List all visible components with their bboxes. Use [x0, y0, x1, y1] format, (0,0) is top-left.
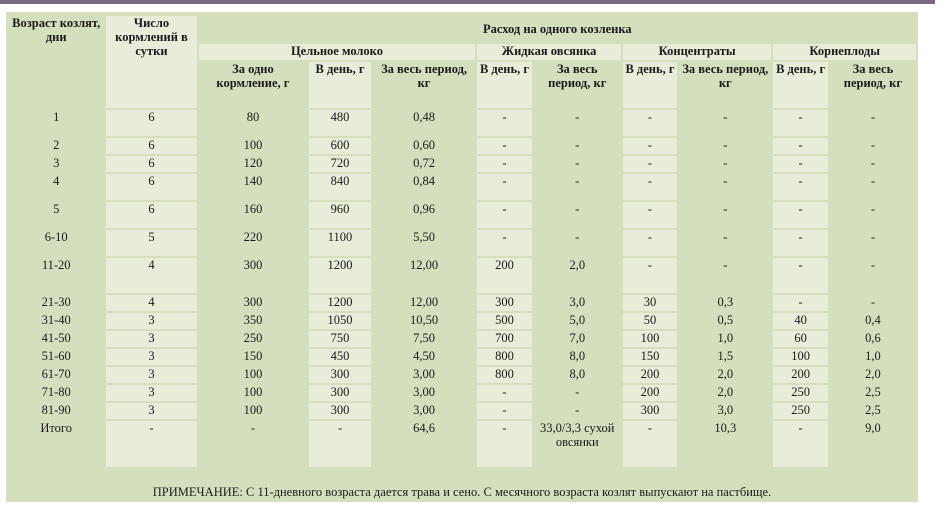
table-cell: 100	[199, 138, 308, 154]
table-cell: 9,0	[830, 421, 916, 467]
table-cell: 6	[106, 202, 196, 228]
table-cell: -	[773, 202, 827, 228]
header-oat-per-day: В день, г	[477, 62, 531, 108]
table-cell: 800	[477, 367, 531, 383]
table-cell: 700	[477, 331, 531, 347]
table-cell: 2,0	[830, 367, 916, 383]
header-root-crops: Корнеплоды	[773, 44, 916, 60]
table-cell: -	[477, 110, 531, 136]
table-cell: 33,0/3,3 сухой овсянки	[534, 421, 621, 467]
table-cell: 10,50	[373, 313, 476, 329]
table-cell: 0,3	[679, 295, 771, 311]
table-cell: 100	[623, 331, 677, 347]
table-cell: 960	[309, 202, 371, 228]
table-cell: -	[830, 258, 916, 293]
table-cell: 100	[199, 403, 308, 419]
table-cell: 21-30	[8, 295, 104, 311]
table-cell: 720	[309, 156, 371, 172]
table-cell: 200	[477, 258, 531, 293]
table-cell: 7,50	[373, 331, 476, 347]
table-cell: 300	[309, 385, 371, 401]
table-cell: -	[830, 230, 916, 256]
table-cell: 6	[106, 110, 196, 136]
table-cell: 31-40	[8, 313, 104, 329]
table-cell: -	[679, 258, 771, 293]
table-cell: 60	[773, 331, 827, 347]
header-concentrates: Концентраты	[623, 44, 772, 60]
table-cell: -	[534, 156, 621, 172]
table-cell: -	[477, 403, 531, 419]
table-cell: 7,0	[534, 331, 621, 347]
table-cell: 0,60	[373, 138, 476, 154]
table-cell: -	[830, 174, 916, 200]
table-cell: 0,6	[830, 331, 916, 347]
table-cell: 3	[106, 385, 196, 401]
table-cell: 100	[199, 385, 308, 401]
table-cell: 50	[623, 313, 677, 329]
table-cell: 41-50	[8, 331, 104, 347]
table-cell: -	[534, 110, 621, 136]
table-cell: -	[679, 110, 771, 136]
table-cell: -	[773, 421, 827, 467]
table-cell: 10,3	[679, 421, 771, 467]
table-cell: 4	[106, 295, 196, 311]
header-conc-per-day: В день, г	[623, 62, 677, 108]
table-cell: 3,0	[534, 295, 621, 311]
table-cell: -	[623, 230, 677, 256]
table-cell: 300	[477, 295, 531, 311]
table-cell: 5	[8, 202, 104, 228]
header-oat-period: За весь период, кг	[534, 62, 621, 108]
table-row	[8, 313, 916, 329]
table-cell: -	[679, 174, 771, 200]
header-root-per-day: В день, г	[773, 62, 827, 108]
table-row	[8, 349, 916, 365]
table-cell: 300	[309, 367, 371, 383]
table-cell: -	[623, 202, 677, 228]
table-cell: -	[534, 138, 621, 154]
header-conc-period: За весь период, кг	[679, 62, 771, 108]
table-row	[8, 230, 916, 256]
header-consumption: Расход на одного козленка	[199, 16, 916, 42]
table-row	[8, 421, 916, 467]
table-cell: 300	[199, 258, 308, 293]
table-cell: -	[830, 156, 916, 172]
table-cell: 1200	[309, 258, 371, 293]
table-cell: 300	[309, 403, 371, 419]
table-cell: -	[623, 156, 677, 172]
table-cell: 0,72	[373, 156, 476, 172]
table-cell: 4	[8, 174, 104, 200]
table-cell: -	[830, 138, 916, 154]
table-cell: -	[773, 295, 827, 311]
table-cell: 160	[199, 202, 308, 228]
table-cell: 250	[773, 385, 827, 401]
table-row	[8, 258, 916, 293]
table-cell: -	[679, 230, 771, 256]
table-cell: -	[477, 156, 531, 172]
table-cell: 61-70	[8, 367, 104, 383]
table-row	[8, 156, 916, 172]
table-cell: 200	[623, 385, 677, 401]
table-cell: 2,5	[830, 403, 916, 419]
table-cell: 2,5	[830, 385, 916, 401]
table-cell: -	[679, 138, 771, 154]
table-cell: 8,0	[534, 367, 621, 383]
table-cell: -	[106, 421, 196, 467]
table-cell: 3	[106, 349, 196, 365]
table-cell: 3	[106, 367, 196, 383]
table-cell: -	[534, 385, 621, 401]
table-cell: 0,84	[373, 174, 476, 200]
table-cell: 4	[106, 258, 196, 293]
table-cell: Итого	[8, 421, 104, 467]
table-cell: -	[534, 174, 621, 200]
table-cell: 480	[309, 110, 371, 136]
table-cell: -	[477, 230, 531, 256]
table-cell: -	[477, 202, 531, 228]
table-cell: 120	[199, 156, 308, 172]
table-row	[8, 295, 916, 311]
table-row	[8, 202, 916, 228]
table-cell: 500	[477, 313, 531, 329]
table-cell: 71-80	[8, 385, 104, 401]
table-cell: -	[534, 202, 621, 228]
table-cell: 3	[8, 156, 104, 172]
table-note: ПРИМЕЧАНИЕ: С 11-дневного возраста дается трава и сено. С месячного возраста козлят выпускают на пастбище.	[6, 484, 918, 500]
table-cell: 450	[309, 349, 371, 365]
table-cell: -	[477, 385, 531, 401]
table-cell: 4,50	[373, 349, 476, 365]
table-cell: -	[679, 202, 771, 228]
top-border	[0, 0, 935, 4]
table-cell: 6	[106, 138, 196, 154]
header-root-period: За весь период, кг	[830, 62, 916, 108]
table-row	[8, 367, 916, 383]
table-cell: 3	[106, 313, 196, 329]
table-cell: 100	[773, 349, 827, 365]
header-oatmeal: Жидкая овсянка	[477, 44, 621, 60]
table-cell: 3,00	[373, 385, 476, 401]
table-cell: -	[199, 421, 308, 467]
table-row	[8, 138, 916, 154]
table-cell: 300	[199, 295, 308, 311]
table-cell: 81-90	[8, 403, 104, 419]
table-cell: 2	[8, 138, 104, 154]
table-cell: 40	[773, 313, 827, 329]
table-cell: -	[830, 295, 916, 311]
table-cell: 0,5	[679, 313, 771, 329]
table-cell: 300	[623, 403, 677, 419]
table-cell: 12,00	[373, 295, 476, 311]
table-cell: -	[679, 156, 771, 172]
table-cell: 51-60	[8, 349, 104, 365]
table-cell: 2,0	[679, 385, 771, 401]
table-cell: 1050	[309, 313, 371, 329]
header-whole-milk: Цельное молоко	[199, 44, 476, 60]
table-cell: 150	[623, 349, 677, 365]
table-cell: 150	[199, 349, 308, 365]
table-cell: 6-10	[8, 230, 104, 256]
table-cell: -	[773, 110, 827, 136]
table-cell: -	[773, 230, 827, 256]
table-cell: -	[477, 138, 531, 154]
table-cell: -	[773, 156, 827, 172]
table-cell: 1100	[309, 230, 371, 256]
table-cell: 220	[199, 230, 308, 256]
table-cell: -	[623, 174, 677, 200]
table-cell: 1,0	[679, 331, 771, 347]
table-cell: -	[623, 138, 677, 154]
table-cell: 3,00	[373, 403, 476, 419]
table-cell: -	[773, 258, 827, 293]
table-cell: 5,0	[534, 313, 621, 329]
table-cell: 5	[106, 230, 196, 256]
table-cell: 0,96	[373, 202, 476, 228]
table-cell: -	[623, 258, 677, 293]
table-cell: 100	[199, 367, 308, 383]
table-cell: -	[773, 138, 827, 154]
table-cell: 350	[199, 313, 308, 329]
table-cell: -	[534, 403, 621, 419]
table-cell: 200	[773, 367, 827, 383]
table-cell: 140	[199, 174, 308, 200]
header-milk-per-feeding: За одно кормление, г	[199, 62, 308, 108]
table-cell: -	[309, 421, 371, 467]
table-cell: 250	[199, 331, 308, 347]
table-cell: 250	[773, 403, 827, 419]
header-age: Возраст козлят, дни	[8, 16, 104, 108]
table-cell: -	[477, 174, 531, 200]
table-cell: 1,5	[679, 349, 771, 365]
table-cell: -	[623, 110, 677, 136]
table-row	[8, 331, 916, 347]
table-row	[8, 385, 916, 401]
table-cell: -	[477, 421, 531, 467]
table-cell: 11-20	[8, 258, 104, 293]
table-cell: -	[534, 230, 621, 256]
header-milk-per-day: В день, г	[309, 62, 371, 108]
table-cell: 1,0	[830, 349, 916, 365]
table-row	[8, 174, 916, 200]
table-cell: 6	[106, 174, 196, 200]
table-cell: 840	[309, 174, 371, 200]
table-cell: 1200	[309, 295, 371, 311]
table-cell: 6	[106, 156, 196, 172]
table-cell: -	[623, 421, 677, 467]
table-row	[8, 110, 916, 136]
goat-feeding-table	[6, 14, 918, 469]
table-cell: 2,0	[534, 258, 621, 293]
header-feedings: Число кормлений в сутки	[106, 16, 196, 108]
table-cell: 8,0	[534, 349, 621, 365]
table-cell: 750	[309, 331, 371, 347]
table-row	[8, 403, 916, 419]
table-cell: -	[830, 202, 916, 228]
table-cell: 0,48	[373, 110, 476, 136]
table-cell: 3	[106, 403, 196, 419]
table-cell: 3,0	[679, 403, 771, 419]
table-cell: 600	[309, 138, 371, 154]
table-cell: 800	[477, 349, 531, 365]
table-cell: 2,0	[679, 367, 771, 383]
table-cell: -	[773, 174, 827, 200]
table-cell: 3,00	[373, 367, 476, 383]
table-cell: 80	[199, 110, 308, 136]
table-cell: -	[830, 110, 916, 136]
table-cell: 0,4	[830, 313, 916, 329]
table-cell: 3	[106, 331, 196, 347]
header-milk-period: За весь период, кг	[373, 62, 476, 108]
table-cell: 5,50	[373, 230, 476, 256]
table-cell: 12,00	[373, 258, 476, 293]
table-cell: 64,6	[373, 421, 476, 467]
table-cell: 200	[623, 367, 677, 383]
table-cell: 30	[623, 295, 677, 311]
table-cell: 1	[8, 110, 104, 136]
